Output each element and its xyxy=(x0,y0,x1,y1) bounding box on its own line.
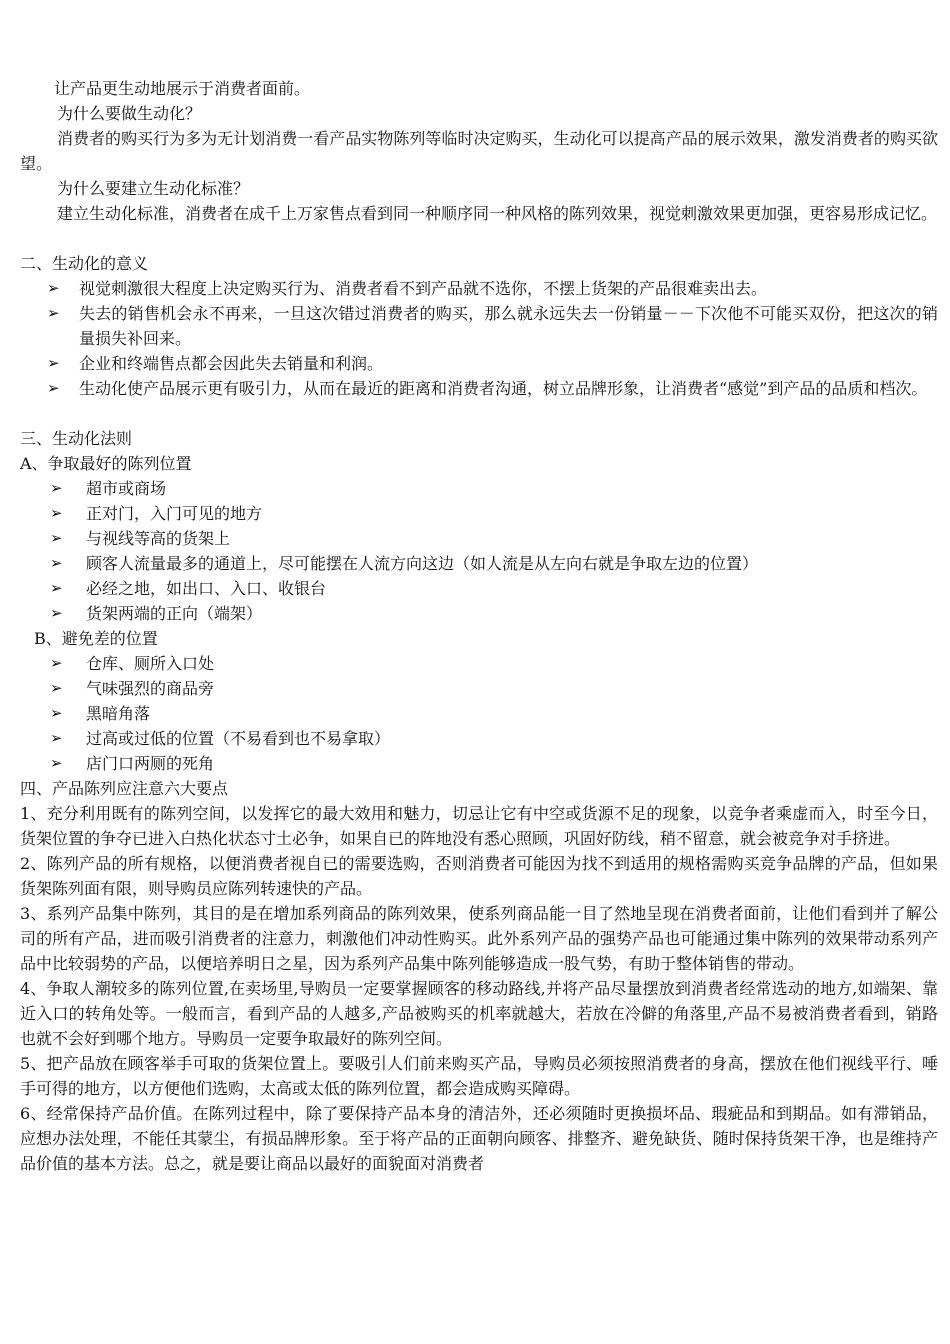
list-item xyxy=(20,276,938,301)
list-item-text: 仓库、厕所入口处 xyxy=(86,654,215,673)
paragraph: 1、充分利用既有的陈列空间，以发挥它的最大效用和魅力，切忌让它有中空或货源不足的现象，以竞争者乘虚而入，时至今日，货架位置的争夺已进入白热化状态寸土必争，如果自已的阵地没有悉心照顾，巩固好防线，稍不留意，就会被竞争对手挤进。 xyxy=(20,804,938,848)
subsection-a-heading: A、争取最好的陈列位置 xyxy=(20,454,192,473)
list-item xyxy=(20,351,938,376)
paragraph: 2、陈列产品的所有规格，以便消费者视自已的需要选购，否则消费者可能因为找不到适用的规格需购买竞争品牌的产品，但如果货架陈列面有限，则导购员应陈列转速快的产品。 xyxy=(20,854,938,898)
spacer xyxy=(20,226,938,251)
arrow-bullet-icon: ➢ xyxy=(50,729,63,747)
list-item-text: 与视线等高的货架上 xyxy=(86,529,231,548)
spacer xyxy=(20,401,938,426)
arrow-bullet-icon: ➢ xyxy=(50,679,63,697)
list-item xyxy=(20,651,938,676)
answer-why-vivid: 消费者的购买行为多为无计划消费一看产品实物陈列等临时决定购买，生动化可以提高产品的展示效果，激发消费者的购买欲望。 xyxy=(20,129,938,173)
arrow-bullet-icon: ➢ xyxy=(50,604,63,622)
paragraph: 3、系列产品集中陈列，其目的是在增加系列商品的陈列效果，使系列商品能一目了然地呈现在消费者面前，让他们看到并了解公司的所有产品，进而吸引消费者的注意力，刺激他们冲动性购买。此外系列产品的强势产品也可能通过集中陈列的效果带动系列产品中比较弱势的产品，以便培养明日之星，因为系列产品集中陈列能够造成一股气势，有助于整体销售的带动。 xyxy=(20,904,938,973)
arrow-bullet-icon: ➢ xyxy=(50,754,63,772)
list-item xyxy=(20,551,938,576)
list-item xyxy=(20,501,938,526)
arrow-bullet-icon: ➢ xyxy=(47,379,60,397)
answer-why-standard: 建立生动化标准，消费者在成千上万家售点看到同一种顺序同一种风格的陈列效果，视觉刺激效果更加强，更容易形成记忆。 xyxy=(57,204,938,223)
intro-line: 让产品更生动地展示于消费者面前。 xyxy=(54,79,311,98)
list-item-text: 必经之地，如出口、入口、收银台 xyxy=(86,579,327,598)
list-item-text: 店门口两厕的死角 xyxy=(86,754,215,773)
question-why-standard: 为什么要建立生动化标准？ xyxy=(57,179,250,198)
arrow-bullet-icon: ➢ xyxy=(47,354,60,372)
list-item-text: 超市或商场 xyxy=(86,479,167,498)
arrow-bullet-icon: ➢ xyxy=(50,554,63,572)
list-item xyxy=(20,376,938,401)
arrow-bullet-icon: ➢ xyxy=(47,304,60,322)
list-item xyxy=(20,676,938,701)
arrow-bullet-icon: ➢ xyxy=(47,279,60,297)
arrow-bullet-icon: ➢ xyxy=(50,529,63,547)
list-item xyxy=(20,476,938,501)
question-why-vivid: 为什么要做生动化？ xyxy=(57,104,202,123)
arrow-bullet-icon: ➢ xyxy=(50,504,63,522)
list-item-text: 气味强烈的商品旁 xyxy=(86,679,215,698)
list-item-text: 生动化使产品展示更有吸引力，从而在最近的距离和消费者沟通，树立品牌形象，让消费者“感觉”到产品的品质和档次。 xyxy=(79,379,928,398)
list-item xyxy=(20,701,938,726)
arrow-bullet-icon: ➢ xyxy=(50,704,63,722)
list-item-text: 黑暗角落 xyxy=(86,704,151,723)
list-item-text: 顾客人流量最多的通道上，尽可能摆在人流方向这边（如人流是从左向右就是争取左边的位置） xyxy=(86,554,759,573)
list-item-text: 企业和终端售点都会因此失去销量和利润。 xyxy=(79,354,384,373)
arrow-bullet-icon: ➢ xyxy=(50,479,63,497)
list-item xyxy=(20,601,938,626)
section-4-heading: 四、产品陈列应注意六大要点 xyxy=(20,779,229,798)
list-item-text: 过高或过低的位置（不易看到也不易拿取） xyxy=(86,729,391,748)
section-3-heading: 三、生动化法则 xyxy=(20,429,133,448)
list-item xyxy=(20,526,938,551)
list-item-text: 失去的销售机会永不再来，一旦这次错过消费者的购买，那么就永远失去一份销量－－下次他不可能买双份，把这次的销量损失补回来。 xyxy=(79,304,938,348)
section-2-heading: 二、生动化的意义 xyxy=(20,254,149,273)
paragraph: 5、把产品放在顾客举手可取的货架位置上。要吸引人们前来购买产品，导购员必须按照消费者的身高，摆放在他们视线平行、唾手可得的地方，以方便他们选购，太高或太低的陈列位置，都会造成购买障碍。 xyxy=(20,1054,938,1098)
list-item xyxy=(20,726,938,751)
subsection-b-heading: B、避免差的位置 xyxy=(34,629,158,648)
list-item xyxy=(20,301,938,351)
list-item-text: 货架两端的正向（端架） xyxy=(86,604,263,623)
list-item xyxy=(20,751,938,776)
document-page xyxy=(20,76,938,1176)
arrow-bullet-icon: ➢ xyxy=(50,654,63,672)
list-item xyxy=(20,576,938,601)
arrow-bullet-icon: ➢ xyxy=(50,579,63,597)
paragraph: 4、争取人潮较多的陈列位置,在卖场里,导购员一定要掌握顾客的移动路线,并将产品尽量摆放到消费者经常选动的地方,如端架、靠近入口的转角处等。一般而言，看到产品的人越多,产品被购买的机率就越大，若放在冷僻的角落里,产品不易被消费者看到，销路也就不会好到哪个地方。导购员一定要争取最好的陈列空间。 xyxy=(20,979,938,1048)
list-item-text: 视觉刺激很大程度上决定购买行为、消费者看不到产品就不选你，不摆上货架的产品很难卖出去。 xyxy=(79,279,768,298)
paragraph: 6、经常保持产品价值。在陈列过程中，除了要保持产品本身的清洁外，还必须随时更换损坏品、瑕疵品和到期品。如有滞销品，应想办法处理，不能任其蒙尘，有损品牌形象。至于将产品的正面朝向顾客、排整齐、避免缺货、随时保持货架干净，也是维持产品价值的基本方法。总之，就是要让商品以最好的面貌面对消费者 xyxy=(20,1104,938,1173)
list-item-text: 正对门，入门可见的地方 xyxy=(86,504,263,523)
